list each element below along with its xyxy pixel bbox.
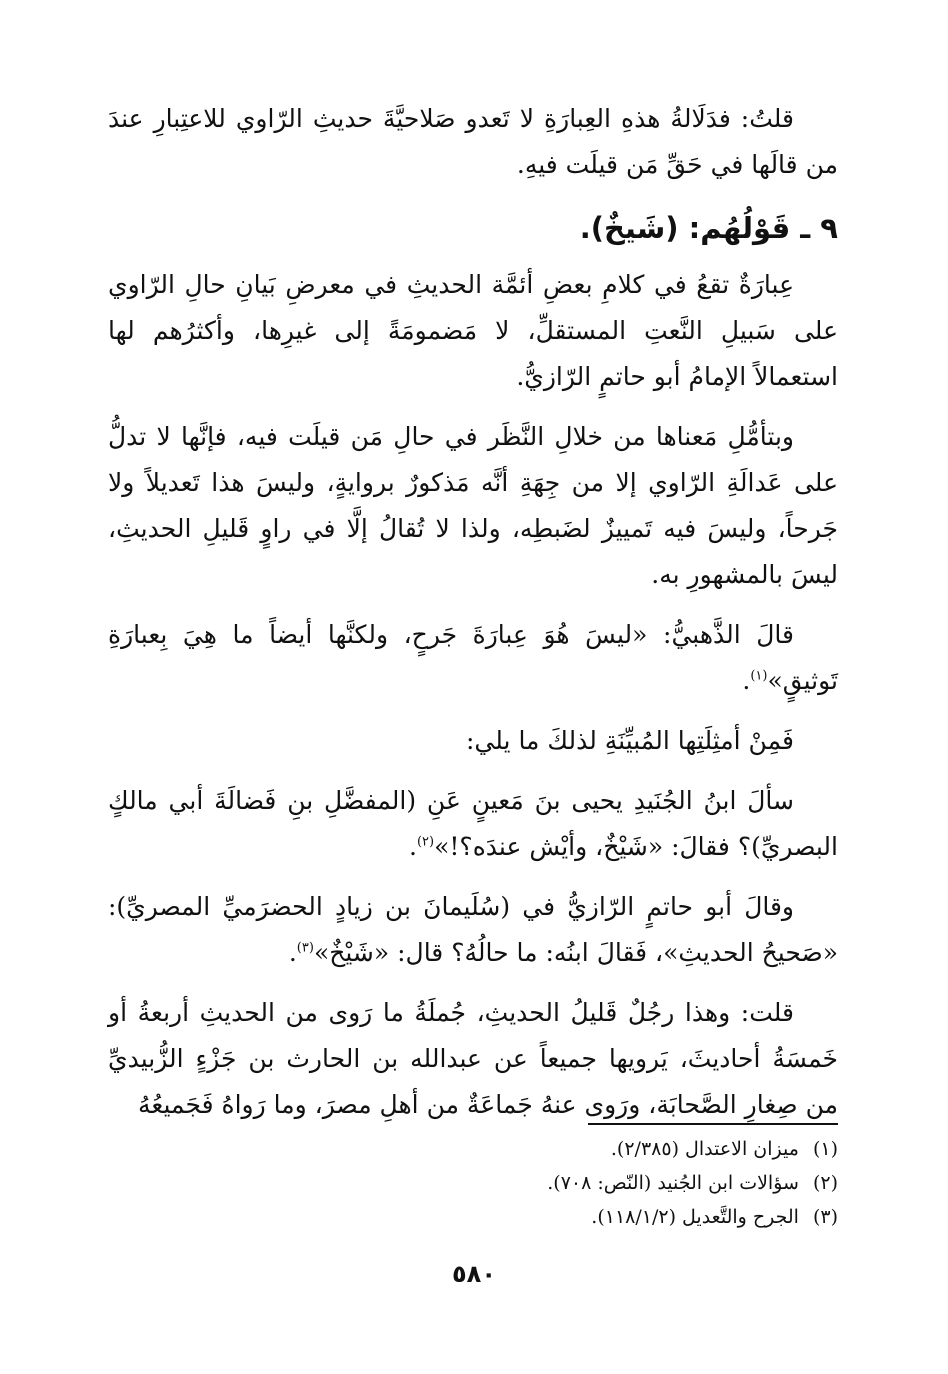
footnote-ref-1: (١)	[750, 668, 768, 684]
paragraph-7-end: .	[288, 938, 297, 967]
paragraph-6-end: .	[409, 832, 417, 861]
section-heading: ٩ ـ قَوْلُهُم: (شَيخٌ).	[579, 211, 838, 245]
paragraph-5: فَمِنْ أمثِلَتِها المُبيِّنَةِ لذلكَ ما يلي:	[466, 726, 794, 755]
footnote-1	[238, 1132, 838, 1166]
footnote-ref-3: (٣)	[296, 940, 314, 956]
paragraph-6	[108, 778, 838, 870]
paragraph-3: وبتأمُّلِ مَعناها من خلالِ النَّظَر في حالِ مَن قيلَت فيه، فإنَّها لا تدلُّ على عَدالَةِ الرّاوي إلا من جِهَةِ أنَّه مَذكورٌ بروايةٍ، وليسَ هذا تَعديلاً ولا جَرحاً، وليسَ فيه تَمييزٌ لضَبطِه، ولذا لا تُقالُ إلَّا في راوٍ قَليلِ الحديثِ، ليسَ بالمشهورِ به.	[108, 422, 838, 589]
footnote-number: (١)	[812, 1138, 838, 1160]
paragraph-7-text: وقالَ أبو حاتمٍ الرّازيُّ في (سُلَيمانَ بن زيادٍ الحضرَميِّ المصريِّ): «صَحيحُ الحديثِ»، فَقالَ ابنُه: ما حالُهُ؟ قال: «شَيْخٌ»	[108, 892, 838, 967]
page-body	[108, 96, 838, 1142]
footnote-ref-2: (٢)	[416, 834, 435, 850]
paragraph-8: قلت: وهذا رجُلٌ قَليلُ الحديثِ، جُملَةُ ما رَوى من الحديثِ أربعةُ أو خَمسَةُ أحاديثَ، يَرويها جميعاً عن عبدالله بن الحارث بن جَزْءٍ الزُّبيديِّ من صِغارِ الصَّحابَة، ورَوى عنهُ جَماعَةٌ من أهلِ مصرَ، وما رَواهُ فَجَميعُهُ	[108, 998, 838, 1119]
footnote-3	[238, 1200, 838, 1234]
paragraph-4-end: .	[742, 666, 751, 695]
footnote-text: الجرح والتَّعديل (١١٨/١/٢).	[591, 1206, 799, 1228]
footnote-separator	[588, 1123, 838, 1125]
paragraph-2: عِبارَةٌ تقعُ في كلامِ بعضِ أئمَّة الحديثِ في معرضِ بَيانِ حالِ الرّاوي على سَبيلِ النَّعتِ المستقلِّ، لا مَضمومَةً إلى غيرِها، وأكثرُهم لها استعمالاً الإمامُ أبو حاتمٍ الرّازيُّ.	[108, 270, 838, 391]
footnote-number: (٣)	[812, 1206, 838, 1228]
footnotes	[238, 1132, 838, 1234]
footnote-text: سؤالات ابن الجُنيد (النّص: ٧٠٨).	[547, 1172, 799, 1194]
footnote-text: ميزان الاعتدال (٢/٣٨٥).	[610, 1138, 799, 1160]
paragraph-1: قلتُ: فدَلَالةُ هذهِ العِبارَةِ لا تَعدو صَلاحيَّةَ حديثِ الرّاوي للاعتِبارِ عندَ من قالَها في حَقِّ مَن قيلَت فيهِ.	[108, 104, 838, 179]
paragraph-6-text: سألَ ابنُ الجُنَيدِ يحيى بنَ مَعينٍ عَنِ (المفضَّلِ بنِ فَضالَةَ أبي مالكٍ البصريِّ)؟ فقالَ: «شَيْخٌ، وأيْش عندَه؟!»	[108, 786, 838, 861]
paragraph-4-text: قالَ الذَّهبيُّ: «ليسَ هُوَ عِبارَةَ جَرحٍ، ولكنَّها أيضاً ما هِيَ بِعبارَةِ تَوثيقٍ»	[108, 620, 838, 695]
page-number: ٥٨٠	[452, 1260, 496, 1288]
paragraph-7	[108, 884, 838, 976]
footnote-number: (٢)	[812, 1172, 838, 1194]
footnote-2	[238, 1166, 838, 1200]
paragraph-4	[108, 612, 838, 704]
